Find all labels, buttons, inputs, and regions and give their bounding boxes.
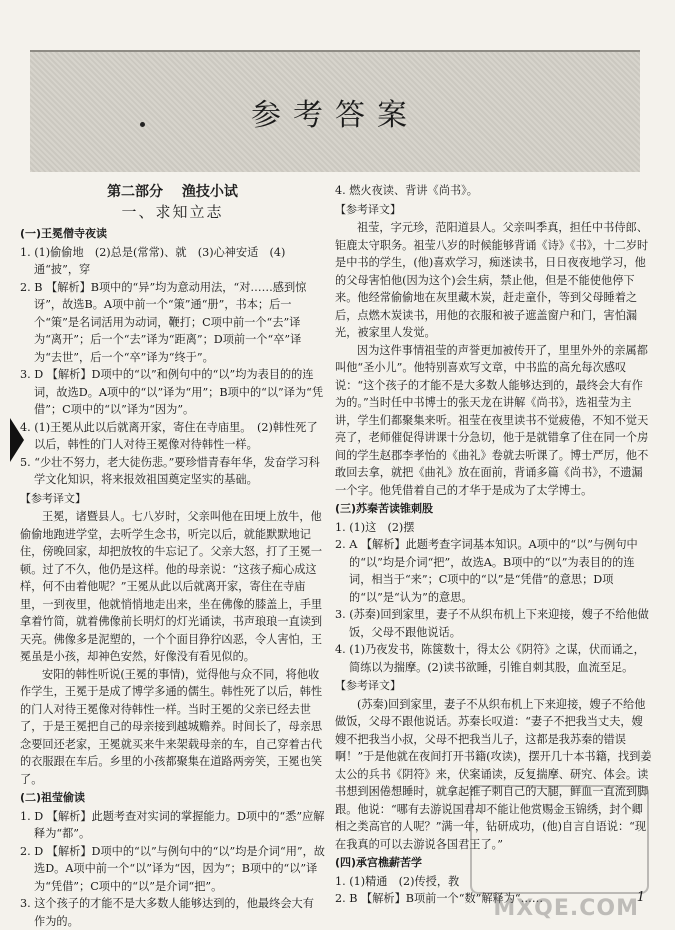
left-column — [20, 182, 325, 928]
stamp-overlay — [470, 785, 649, 894]
answer-item: 4. (1)王冕从此以后就离开家，寄住在寺庙里。 (2)韩性死了以后，韩性的门人对待王冕像对待韩性一样。 — [20, 420, 318, 451]
answer-item: 3. 这个孩子的才能不是大多数人能够达到的，他最终会大有作为的。 — [20, 897, 314, 928]
answer-item: 4. (1)乃夜发书，陈箧数十，得太公《阴符》之谋，伏而诵之，简练以为揣摩。(2)读书欲睡，引锥自刺其股，血流至足。 — [335, 643, 645, 674]
answer-item: 2. B 【解析】B项中的“异”均为意动用法，“对……感到惊讶”，故选B。A项中前一个“策”通“册”，书本；后一个“策”是名词活用为动词，鞭打；C项中前一个“去”译为“离开”；后一个“去”译为“距离”；D项前一个“卒”译为“去世”，后一个“卒”译为“终于”。 — [20, 280, 307, 364]
answer-item: 1. (1)精通 (2)传授，教 — [335, 874, 460, 888]
answer-item: 1. D 【解析】此题考查对实词的掌握能力。D项中的“悉”应解释为“都”。 — [20, 809, 325, 840]
answer-item: 2. B 【解析】B项前一个“数”解释为“…… — [335, 892, 544, 905]
translation-paragraph: (苏秦)回到家里，妻子不从织布机上下来迎接，嫂子不给他做饭，父母不跟他说话。苏秦长叹道：“妻子不把我当丈夫，嫂嫂不把我当小叔，父母不把我当儿子，这都是我苏秦的错误啊！”于是他就在夜间打开书籍(攻读)，摆开几十本书籍，找到姜太公的兵书《阴符》来，伏案诵读，反复揣摩、研究、体会。读书想到困倦想睡时，就拿起锥子刺自己的大腿，鲜血一直流到脚跟。他说：“哪有去游说国君却不能让他赏赐金玉锦绣，封个卿相之类高官的人呢？”满一年，钻研成功，(他)自言自语说：“现在我真的可以去游说各国君王了。” — [335, 697, 652, 851]
answer-item: 1. (1)这 (2)摆 — [335, 520, 415, 534]
answer-item: 2. A 【解析】此题考查字词基本知识。A项中的“以”与例句中的“以”均是介词“把”，故选A。B项中的“以”为表目的的连词，相当于“来”；C项中的“以”是“凭借”的意思；D项的“以”是“认为”的意思。 — [335, 538, 638, 604]
subsection-heading: (一)王冕僧寺夜读 — [20, 227, 108, 240]
subsection-heading: (三)苏秦苦读锥刺股 — [335, 502, 434, 515]
translation-tag: 【参考译文】 — [335, 202, 401, 216]
translation-paragraph: 安阳的韩性听说(王冕的事情)，觉得他与众不同，将他收作学生，王冕于是成了博学多通的儒生。韩性死了以后，韩性的门人对待王冕像对待韩性一样。当时王冕的父亲已经去世了，于是王冕把自己的母亲接到越城赡养。时间长了，母亲思念要回还老家，王冕就买来牛来架载母亲的车，自己穿着古代的衣服跟在车后。乡里的小孩都聚集在道路两旁笑，王冕也笑了。 — [20, 667, 323, 786]
answer-item: 2. D 【解析】D项中的“以”与例句中的“以”均是介词“用”，故选D。A项中前一个“以”译为“因，因为”；B项中的“以”译为“凭借”；C项中的“以”是介词“把”。 — [20, 844, 325, 893]
subsection-heading: (四)承宫樵薪苦学 — [335, 856, 423, 869]
subsection-heading: (二)祖莹偷读 — [20, 791, 86, 804]
answer-item: 3. D 【解析】D项中的“以”和例句中的“以”均为表目的的连词，故选D。A项中的“以”译为“用”；B项中的“以”译为“凭借”；C项中的“以”译为“因为”。 — [20, 368, 324, 416]
section-title: 一、求知立志 — [121, 202, 224, 221]
translation-paragraph: 王冕，诸暨县人。七八岁时，父亲叫他在田埂上放牛，他偷偷地跑进学堂，去听学生念书，听完以后，就能默默地记住，傍晚回家，却把放牧的牛忘记了。父亲大怒，打了王冕一顿。过了不久，他仍是这样。他的母亲说：“这孩子痴心成这样，何不由着他呢？”王冕从此以后就离开家，寄住在寺庙里，一到夜里，他就悄悄地走出来，坐在佛像的膝盖上，手里拿着竹简，就着佛像前长明灯的灯光诵读，书声琅琅一直读到天亮。佛像多是泥塑的，一个个面目狰狞凶恶，令人害怕，王冕虽是小孩，却神色安然，好像没有看见似的。 — [20, 510, 323, 663]
answer-item: 3. (苏秦)回到家里，妻子不从织布机上下来迎接，嫂子不给他做饭，父母不跟他说话。 — [335, 608, 649, 639]
page-title: 参考答案 — [251, 98, 419, 133]
translation-paragraph: 祖莹，字元珍，范阳道县人。父亲叫季真，担任中书侍郎、钜鹿太守职务。祖莹八岁的时候能够背诵《诗》《书》，十二岁时是中书的学生，(他)喜欢学习，痴迷读书，日日夜夜地学习，他的父母害怕他(因为这个)会生病，禁止他，但是不能使他停下来。他经常偷偷地在灰里藏木炭，赶走童仆，等到父母睡着之后，点燃木炭读书，用他的衣服和被子遮盖窗户和门，害怕漏光，被家里人发觉。 — [335, 221, 649, 339]
translation-tag: 【参考译文】 — [335, 679, 401, 692]
title-banner — [30, 50, 640, 172]
part-title: 第二部分 渔技小试 — [107, 184, 238, 200]
answer-item: 1. (1)偷偷地 (2)总是(常常)、就 (3)心神安适 (4)通“披”，穿 — [20, 245, 286, 276]
translation-paragraph: 因为这件事情祖莹的声誉更加被传开了，里里外外的亲属都叫他“圣小儿”。他特别喜欢写文章，中书监的高允每次感叹说：“这个孩子的才能不是大多数人能够达到的，最终会大有作为的。”当时任中书博士的张天龙在讲解《尚书》，选祖莹为主讲，学生们都聚集来听。祖莹在夜里读书不觉疲倦，不知不觉天亮了，老师催促得讲课十分急切，他于是就错拿了住在同一个房间的学生赵郡李孝怡的《曲礼》卷就去听课了。博士严厉，他不敢回去拿，就把《曲礼》放在面前，背诵多篇《尚书》，不遗漏一个字。他凭借着自己的才华于是成为了太学博士。 — [335, 343, 649, 497]
page-number: 1 — [636, 890, 645, 905]
answer-item: 4. 燃火夜读、背讲《尚书》。 — [335, 184, 478, 197]
site-watermark: MXQE.COM — [493, 896, 639, 921]
translation-tag: 【参考译文】 — [20, 491, 86, 505]
answer-item: 5. “少壮不努力，老大徒伤悲。”要珍惜青春年华，发奋学习科学文化知识，将来报效祖国奠定坚实的基础。 — [20, 455, 320, 486]
